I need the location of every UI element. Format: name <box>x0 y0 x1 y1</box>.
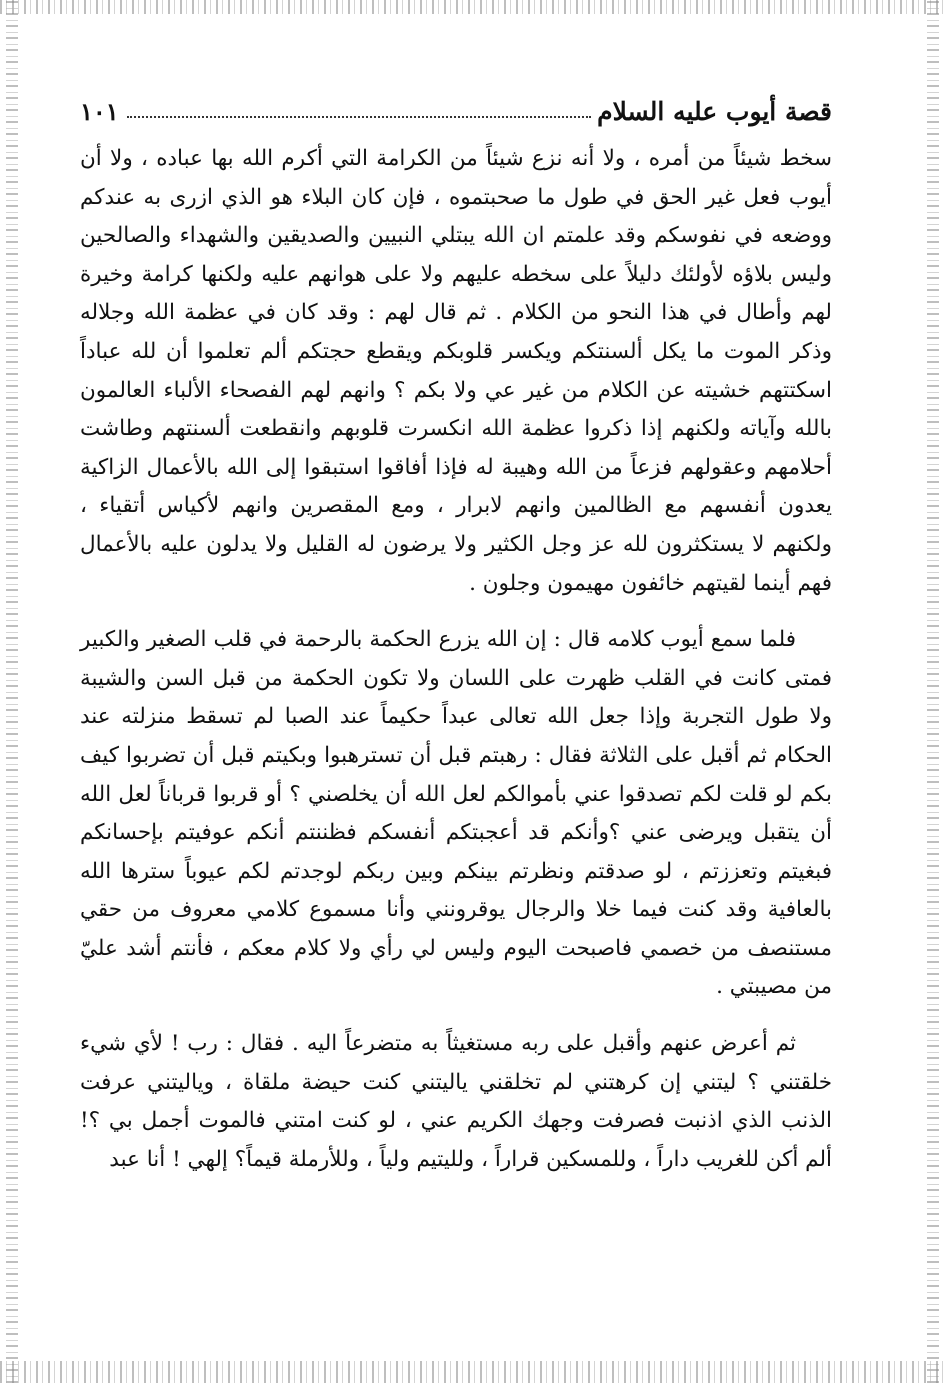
paragraph: سخط شيئاً من أمره ، ولا أنه نزع شيئاً من الكرامة التي أكرم الله بها عباده ، ولا أن أيوب فعل غير الحق في طول ما صحبتموه ، فإن كان البلاء هو الذي ازرى به عندكم ووضعه في نفوسكم وقد علمتم ان الله يبتلي النبيين والصديقين والشهداء والصالحين وليس بلاؤه لأولئك دليلاً على سخطه عليهم ولا على هوانهم عليه ولكنها كرامة وخيرة لهم وأطال في هذا النحو من الكلام . ثم قال لهم : وقد كان في عظمة الله وجلاله وذكر الموت ما يكل ألسنتكم ويكسر قلوبكم ويقطع حجتكم ألم تعلموا أن لله عباداً اسكتتهم خشيته عن الكلام من غير عي ولا بكم ؟ وانهم لهم الفصحاء الألباء العالمون بالله وآياته ولكنهم إذا ذكروا عظمة الله انكسرت قلوبهم وانقطعت ألسنتهم وطاشت أحلامهم وعقولهم فزعاً من الله وهيبة له فإذا أفاقوا استبقوا إلى الله بالأعمال الزاكية يعدون أنفسهم مع الظالمين وانهم لابرار ، ومع المقصرين وانهم لأكياس أتقياء ، ولكنهم لا يستكثرون لله عز وجل الكثير ولا يرضون له القليل ولا يدلون عليه بالأعمال فهم أينما لقيتهم خائفون مهيمون وجلون . <box>80 146 832 596</box>
page-border-top <box>0 0 943 14</box>
page-border-bottom <box>0 1361 943 1383</box>
page-number: ١٠١ <box>80 97 119 126</box>
page-border-right <box>927 0 939 1383</box>
paragraph: فلما سمع أيوب كلامه قال : إن الله يزرع الحكمة بالرحمة في قلب الصغير والكبير فمتى كانت في القلب ظهرت على اللسان ولا تكون الحكمة من قبل السن والشيبة ولا طول التجربة وإذا جعل الله تعالى عبداً حكيماً عند الصبا لم تسقط منزلته عند الحكام ثم أقبل على الثلاثة فقال : رهبتم قبل أن تسترهبوا وبكيتم قبل أن تضربوا كيف بكم لو قلت لكم تصدقوا عني بأموالكم لعل الله أن يخلصني ؟ أو قربوا قرباناً لعل الله أن يتقبل ويرضى عني ؟وأنكم قد أعجبتكم أنفسكم فظننتم أنكم عوفيتم بإحسانكم فبغيتم وتعززتم ، لو صدقتم ونظرتم بينكم وبين ربكم لوجدتم لكم عيوباً سترها الله بالعافية وقد كنت فيما خلا والرجال يوقرونني وأنا مسموع كلامي معروف من حقي مستنصف من خصمي فاصبحت اليوم وليس لي رأي ولا كلام معكم ، فأنتم أشد عليّ من مصيبتي . <box>80 627 832 1000</box>
page-body <box>80 140 832 1179</box>
page-border-left <box>6 0 18 1383</box>
paragraph: ثم أعرض عنهم وأقبل على ربه مستغيثاً به متضرعاً اليه . فقال : رب ! لأي شيء خلقتني ؟ ليتني إن كرهتني لم تخلقني ياليتني كنت حيضة ملقاة ، وياليتني عرفت الذنب الذي اذنبت فصرفت وجهك الكريم عني ، لو كنت امتني فالموت أجمل بي ؟! ألم أكن للغريب داراً ، وللمسكين قراراً ، ولليتيم ولياً ، وللأرملة قيماً؟ إلهي ! أنا عبد <box>80 1031 832 1172</box>
running-header <box>80 86 832 126</box>
header-dot-leader <box>127 116 591 118</box>
chapter-title: قصة أيوب عليه السلام <box>597 97 832 126</box>
